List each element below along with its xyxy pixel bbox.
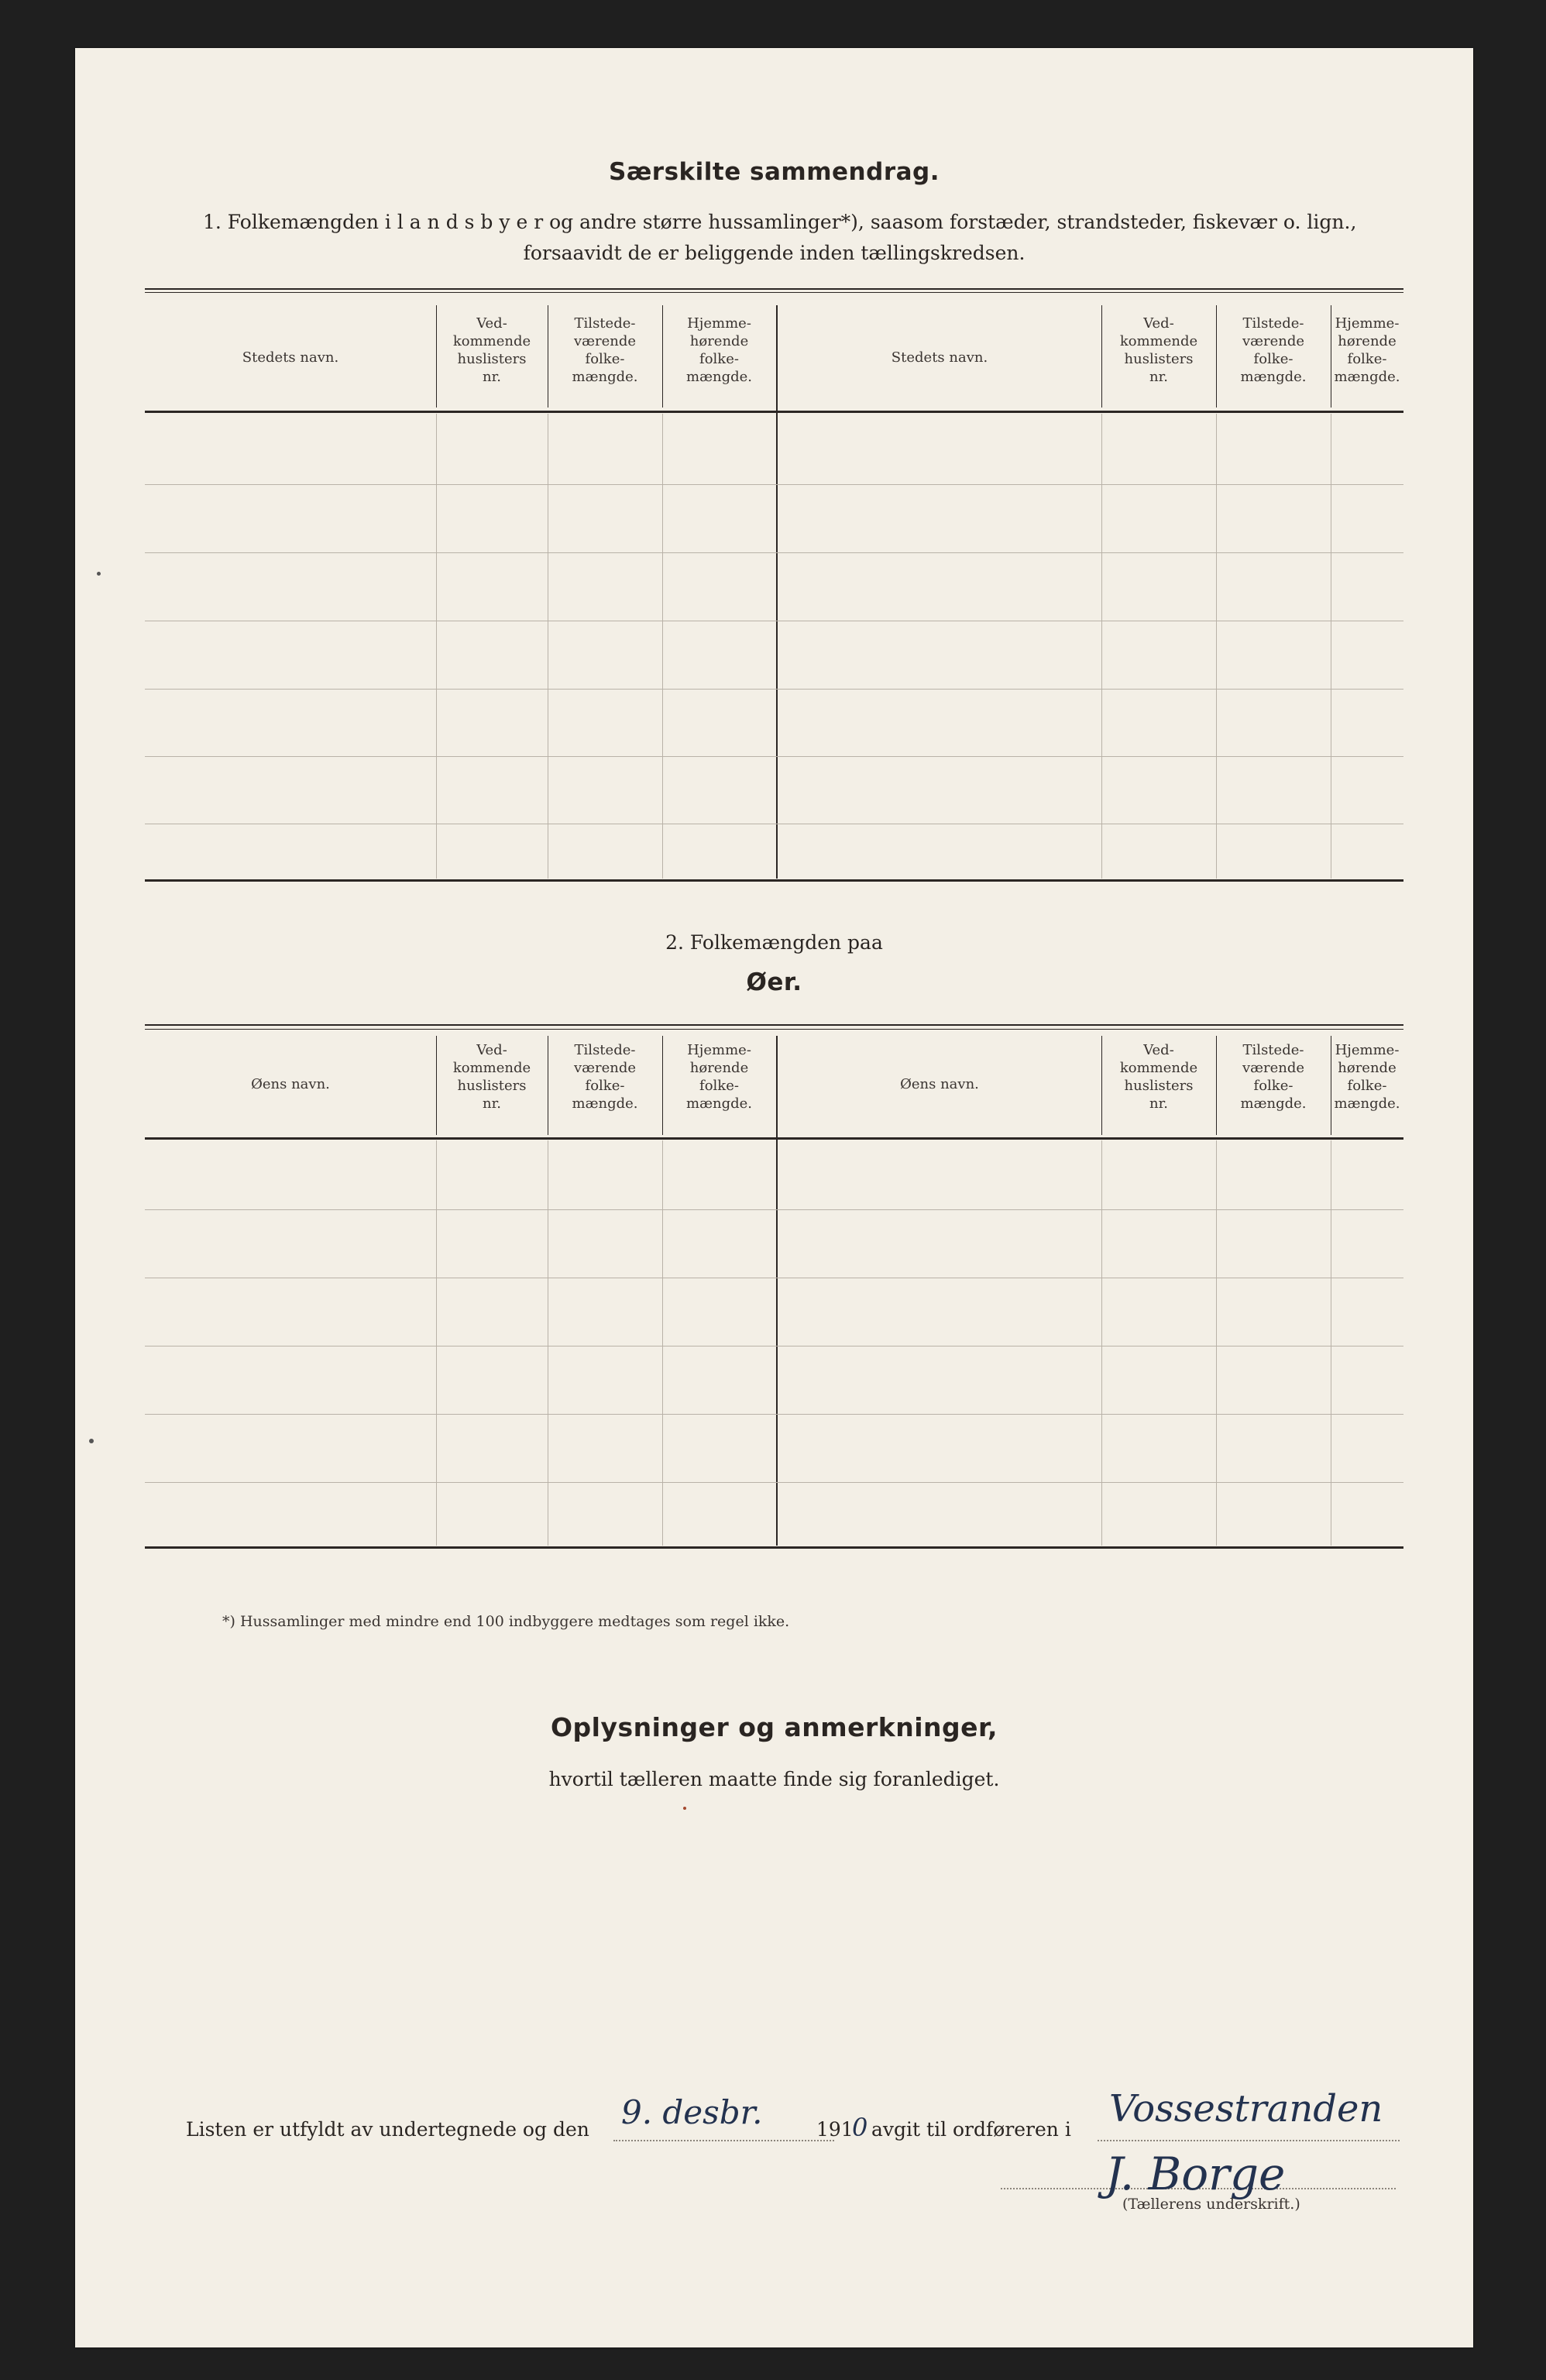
- paper-mark: [89, 1439, 94, 1443]
- page-title: Særskilte sammendrag.: [609, 158, 940, 186]
- date-handwritten: 9. desbr.: [621, 2093, 763, 2131]
- header-stedets-navn-right: Stedets navn.: [891, 349, 988, 366]
- header-tilstedevaerende-right: Tilstede- værende folke- mængde.: [1240, 315, 1307, 385]
- header-stedets-navn: Stedets navn.: [242, 349, 339, 366]
- place-field[interactable]: [1098, 2140, 1400, 2141]
- header-hjemmehorende-2-right: Hjemme- hørende folke- mængde.: [1334, 1042, 1400, 1112]
- section2-line1: 2. Folkemængden paa: [665, 931, 883, 954]
- enumerator-signature: J. Borge: [1105, 2148, 1286, 2200]
- header-huslisters-nr: Ved- kommende huslisters nr.: [452, 315, 531, 385]
- place-handwritten: Vossestranden: [1109, 2087, 1383, 2131]
- date-field[interactable]: [613, 2140, 834, 2141]
- ink-dot: [683, 1807, 686, 1810]
- year-prefix: 191: [816, 2118, 854, 2141]
- header-huslisters-nr-2: Ved- kommende huslisters nr.: [452, 1042, 531, 1112]
- section1-line2: forsaavidt de er beliggende inden tællingskredsen.: [523, 242, 1026, 264]
- header-hjemmehorende: Hjemme- hørende folke- mængde.: [686, 315, 752, 385]
- remarks-title: Oplysninger og anmerkninger,: [551, 1712, 998, 1742]
- remarks-subtitle: hvortil tælleren maatte finde sig foranlediget.: [548, 1768, 1000, 1790]
- signature-text-1: Listen er utfyldt av undertegnede og den: [186, 2118, 589, 2141]
- header-tilstedevaerende-2-right: Tilstede- værende folke- mængde.: [1240, 1042, 1307, 1112]
- header-oens-navn: Øens navn.: [251, 1076, 330, 1092]
- header-tilstedevaerende-2: Tilstede- værende folke- mængde.: [572, 1042, 638, 1112]
- section1-line1: 1. Folkemængden i l a n d s b y e r og andre større hussamlinger*), saasom forstæder, strandsteder, fiskevær o. lign.,: [203, 211, 1357, 233]
- census-form-page: [75, 48, 1473, 2347]
- header-huslisters-nr-2-right: Ved- kommende huslisters nr.: [1119, 1042, 1198, 1112]
- header-hjemmehorende-right: Hjemme- hørende folke- mængde.: [1334, 315, 1400, 385]
- header-tilstedevaerende: Tilstede- værende folke- mængde.: [572, 315, 638, 385]
- signature-text-2: avgit til ordføreren i: [871, 2118, 1071, 2141]
- paper-mark: [97, 572, 101, 576]
- section2-title: Øer.: [746, 968, 802, 996]
- header-hjemmehorende-2: Hjemme- hørende folke- mængde.: [686, 1042, 752, 1112]
- header-huslisters-nr-right: Ved- kommende huslisters nr.: [1119, 315, 1198, 385]
- year-digit-handwritten: 0: [852, 2113, 868, 2142]
- footnote: *) Hussamlinger med mindre end 100 indbyggere medtages som regel ikke.: [222, 1613, 790, 1630]
- header-oens-navn-right: Øens navn.: [900, 1076, 979, 1092]
- signature-caption: (Tællerens underskrift.): [1122, 2196, 1300, 2213]
